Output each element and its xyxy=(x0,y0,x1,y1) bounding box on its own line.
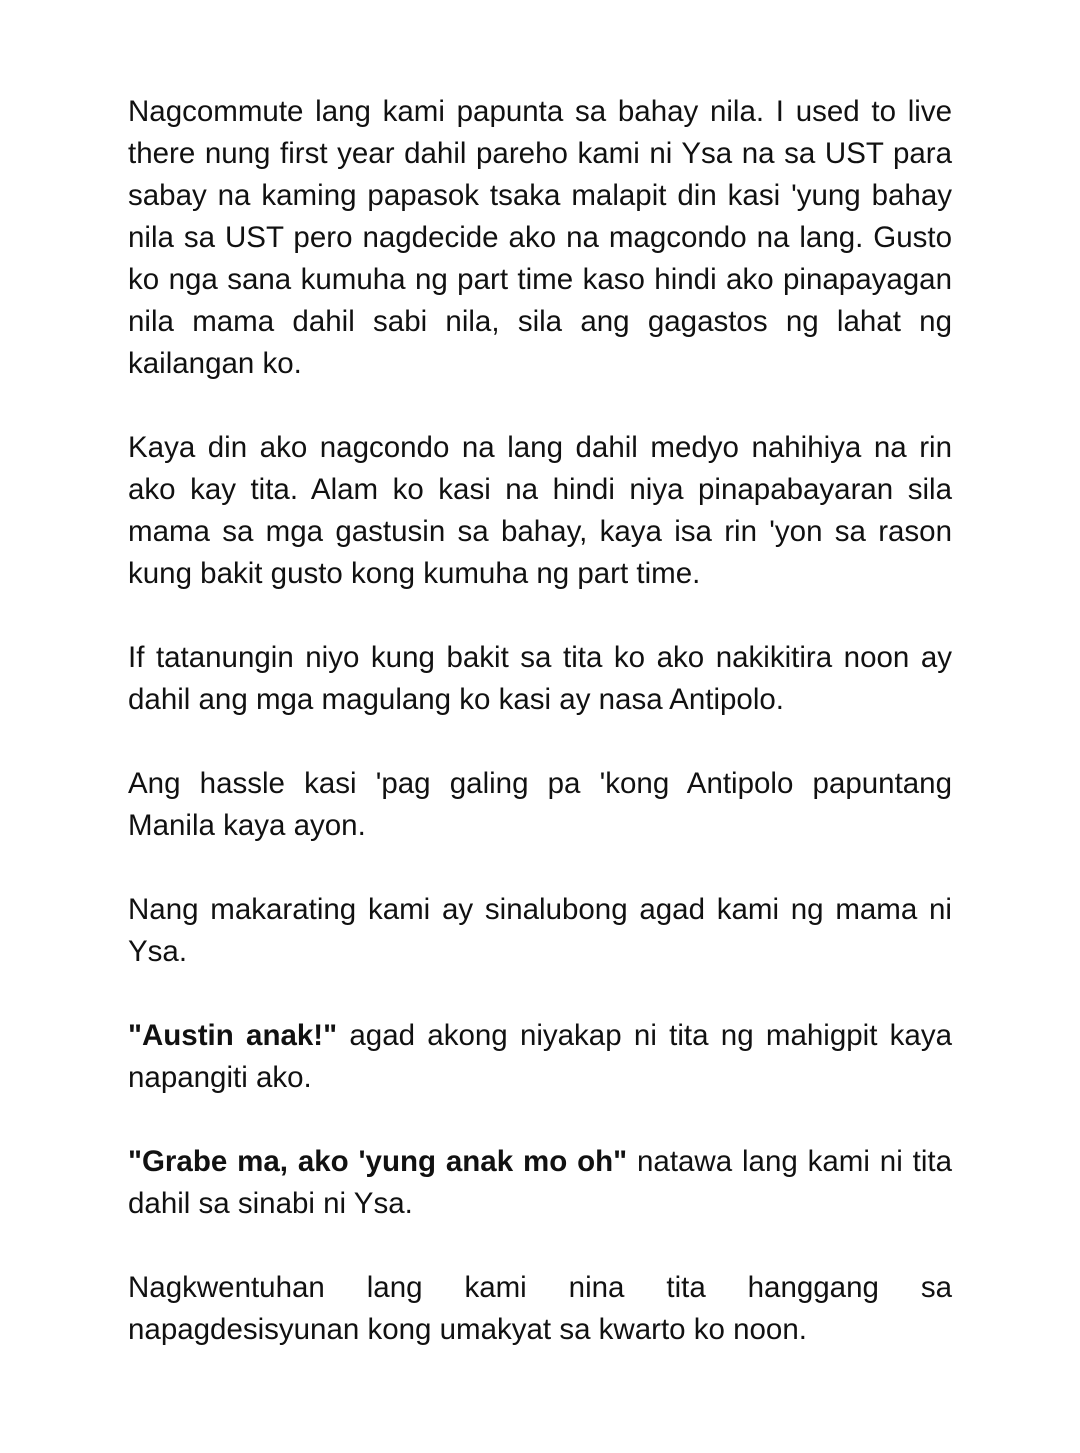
paragraph-5 xyxy=(128,889,952,973)
paragraph-1-text: Nagcommute lang kami papunta sa bahay nila. I used to live there nung first year dahil pareho kami ni Ysa na sa UST para sabay na kaming papasok tsaka malapit din kasi 'yung bahay nila sa UST pero nagdecide ako na magcondo na lang. Gusto ko nga sana kumuha ng part time kaso hindi ako pinapayagan nila mama dahil sabi nila, sila ang gagastos ng lahat ng kailangan ko. xyxy=(128,95,952,380)
paragraph-4-text: Ang hassle kasi 'pag galing pa 'kong Antipolo papuntang Manila kaya ayon. xyxy=(128,767,952,842)
dialogue-quote: "Grabe ma, ako 'yung anak mo oh" xyxy=(128,1145,628,1178)
paragraph-3-text: If tatanungin niyo kung bakit sa tita ko ako nakikitira noon ay dahil ang mga magulang ko kasi ay nasa Antipolo. xyxy=(128,641,952,716)
paragraph-8 xyxy=(128,1267,952,1351)
document-body xyxy=(128,91,952,1393)
paragraph-6-text: agad akong niyakap ni tita ng mahigpit kaya napangiti ako. xyxy=(128,1019,952,1094)
paragraph-8-text: Nagkwentuhan lang kami nina tita hanggang sa napagdesisyunan kong umakyat sa kwarto ko noon. xyxy=(128,1271,952,1346)
dialogue-quote: "Austin anak!" xyxy=(128,1019,338,1052)
paragraph-3 xyxy=(128,637,952,721)
paragraph-6 xyxy=(128,1015,952,1099)
paragraph-7-text: natawa lang kami ni tita dahil sa sinabi ni Ysa. xyxy=(128,1145,952,1220)
paragraph-5-text: Nang makarating kami ay sinalubong agad kami ng mama ni Ysa. xyxy=(128,893,952,968)
paragraph-1 xyxy=(128,91,952,385)
paragraph-2-text: Kaya din ako nagcondo na lang dahil medyo nahihiya na rin ako kay tita. Alam ko kasi na hindi niya pinapabayaran sila mama sa mga gastusin sa bahay, kaya isa rin 'yon sa rason kung bakit gusto kong kumuha ng part time. xyxy=(128,431,952,590)
paragraph-2 xyxy=(128,427,952,595)
paragraph-4 xyxy=(128,763,952,847)
paragraph-7 xyxy=(128,1141,952,1225)
